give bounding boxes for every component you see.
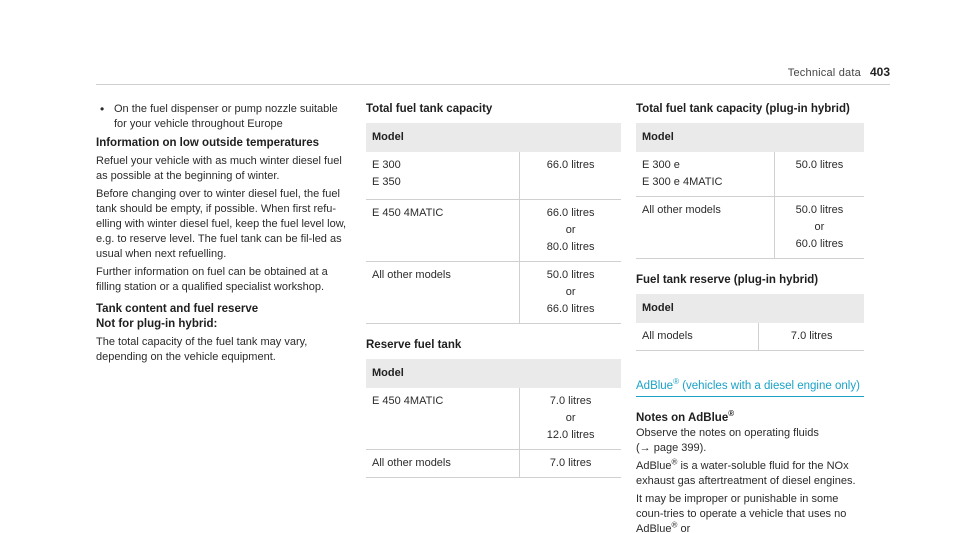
hybrid-reserve-title: Fuel tank reserve (plug-in hybrid) xyxy=(636,274,819,286)
table-header: Model xyxy=(636,294,864,323)
hybrid-capacity-table xyxy=(636,123,864,259)
capacity-value: 80.0 litres xyxy=(546,241,595,253)
winter-heading: Information on low outside temperatures xyxy=(96,137,319,149)
table-row xyxy=(366,152,621,200)
column-middle xyxy=(366,102,621,478)
model-cell: E 450 4MATIC xyxy=(366,388,520,450)
capacity-value: 50.0 litres xyxy=(546,269,595,281)
hybrid-capacity-title: Total fuel tank capacity (plug-in hybrid) xyxy=(636,103,850,115)
total-capacity-title: Total fuel tank capacity xyxy=(366,103,493,115)
capacity-value: 7.0 litres xyxy=(549,395,592,407)
model-cell xyxy=(636,152,774,197)
value-cell xyxy=(520,262,621,324)
tank-subheading: Not for plug-in hybrid: xyxy=(96,318,218,330)
capacity-value: 12.0 litres xyxy=(546,429,595,441)
total-capacity-table xyxy=(366,123,621,324)
winter-paragraph-1: Refuel your vehicle with as much winter diesel fuel as possible at the beginning of winter. xyxy=(96,155,342,182)
model-cell: All other models xyxy=(636,197,774,259)
table-header: Model xyxy=(636,123,864,152)
adblue-paragraph-2 xyxy=(636,459,864,489)
page-reference: (→ page 399). xyxy=(636,442,707,454)
table-row xyxy=(366,262,621,324)
value-cell: 7.0 litres xyxy=(520,450,621,478)
capacity-value: 60.0 litres xyxy=(795,238,844,250)
paragraph-text: is a water-soluble fluid for the NOx exhaust gas aftertreatment of diesel engines. xyxy=(636,460,856,487)
model-name: E 350 xyxy=(372,176,401,188)
winter-paragraph-2: Before changing over to winter diesel fuel, the fuel tank should be empty, if possible. When first refu-elling with winter diesel fuel, keep the fuel level low, e.g. to reserve level. The fuel tank can be fil-led as usual when next refuelling. xyxy=(96,188,347,260)
tank-heading: Tank content and fuel reserve xyxy=(96,303,259,315)
model-cell: All other models xyxy=(366,262,520,324)
page-header xyxy=(788,65,890,81)
model-cell: All models xyxy=(636,323,759,351)
adblue-section-link[interactable] xyxy=(636,379,864,397)
registered-mark: ® xyxy=(728,409,735,419)
capacity-value: 50.0 litres xyxy=(795,159,844,171)
paragraph-text: or xyxy=(677,523,691,533)
paragraph-text: Observe the notes on operating fluids xyxy=(636,427,819,439)
value-cell xyxy=(520,200,621,262)
value-cell xyxy=(774,197,864,259)
or-label: or xyxy=(565,286,576,298)
paragraph-text: AdBlue xyxy=(636,460,672,472)
model-cell xyxy=(366,152,520,200)
adblue-paragraph-1 xyxy=(636,426,864,456)
capacity-value: 50.0 litres xyxy=(795,204,844,216)
adblue-link-text: AdBlue xyxy=(636,380,674,392)
tank-paragraph: The total capacity of the fuel tank may vary, depending on the vehicle equipment. xyxy=(96,336,308,363)
heading-text: Notes on AdBlue xyxy=(636,412,729,424)
table-row xyxy=(636,197,864,259)
adblue-paragraph-3 xyxy=(636,492,864,533)
model-name: E 300 xyxy=(372,159,401,171)
registered-mark: ® xyxy=(671,457,678,467)
table-row xyxy=(636,323,864,351)
model-cell: All other models xyxy=(366,450,520,478)
table-row xyxy=(366,200,621,262)
page-number: 403 xyxy=(869,65,890,79)
or-label: or xyxy=(565,412,576,424)
value-cell xyxy=(774,152,864,197)
capacity-value: 66.0 litres xyxy=(546,303,595,315)
or-label: or xyxy=(565,224,576,236)
model-name: E 300 e 4MATIC xyxy=(642,176,723,188)
or-label: or xyxy=(814,221,825,233)
reserve-table xyxy=(366,359,621,478)
capacity-value: 66.0 litres xyxy=(546,159,595,171)
registered-mark: ® xyxy=(671,520,678,530)
table-row xyxy=(366,450,621,478)
table-header: Model xyxy=(366,123,621,152)
table-row xyxy=(636,152,864,197)
bullet-item: • On the fuel dispenser or pump nozzle suitable for your vehicle throughout Europe xyxy=(96,102,351,132)
value-cell: 7.0 litres xyxy=(759,323,864,351)
table-header: Model xyxy=(366,359,621,388)
column-left xyxy=(96,102,351,365)
model-cell: E 450 4MATIC xyxy=(366,200,520,262)
capacity-value: 66.0 litres xyxy=(546,207,595,219)
column-right xyxy=(636,102,864,533)
table-row xyxy=(366,388,621,450)
value-cell xyxy=(520,152,621,200)
model-name: E 300 e xyxy=(642,159,680,171)
paragraph-text: It may be improper or punishable in some coun-tries to operate a vehicle that uses no AdBlue xyxy=(636,493,847,533)
adblue-link-text: (vehicles with a diesel engine only) xyxy=(679,380,860,392)
registered-mark: ® xyxy=(673,377,679,387)
section-title: Technical data xyxy=(787,67,861,79)
hybrid-reserve-table xyxy=(636,294,864,351)
header-divider xyxy=(96,84,890,85)
reserve-title: Reserve fuel tank xyxy=(366,339,462,351)
adblue-notes-heading xyxy=(636,411,864,426)
value-cell xyxy=(520,388,621,450)
winter-paragraph-3: Further information on fuel can be obtained at a filling station or a qualified specialist workshop. xyxy=(96,266,328,293)
